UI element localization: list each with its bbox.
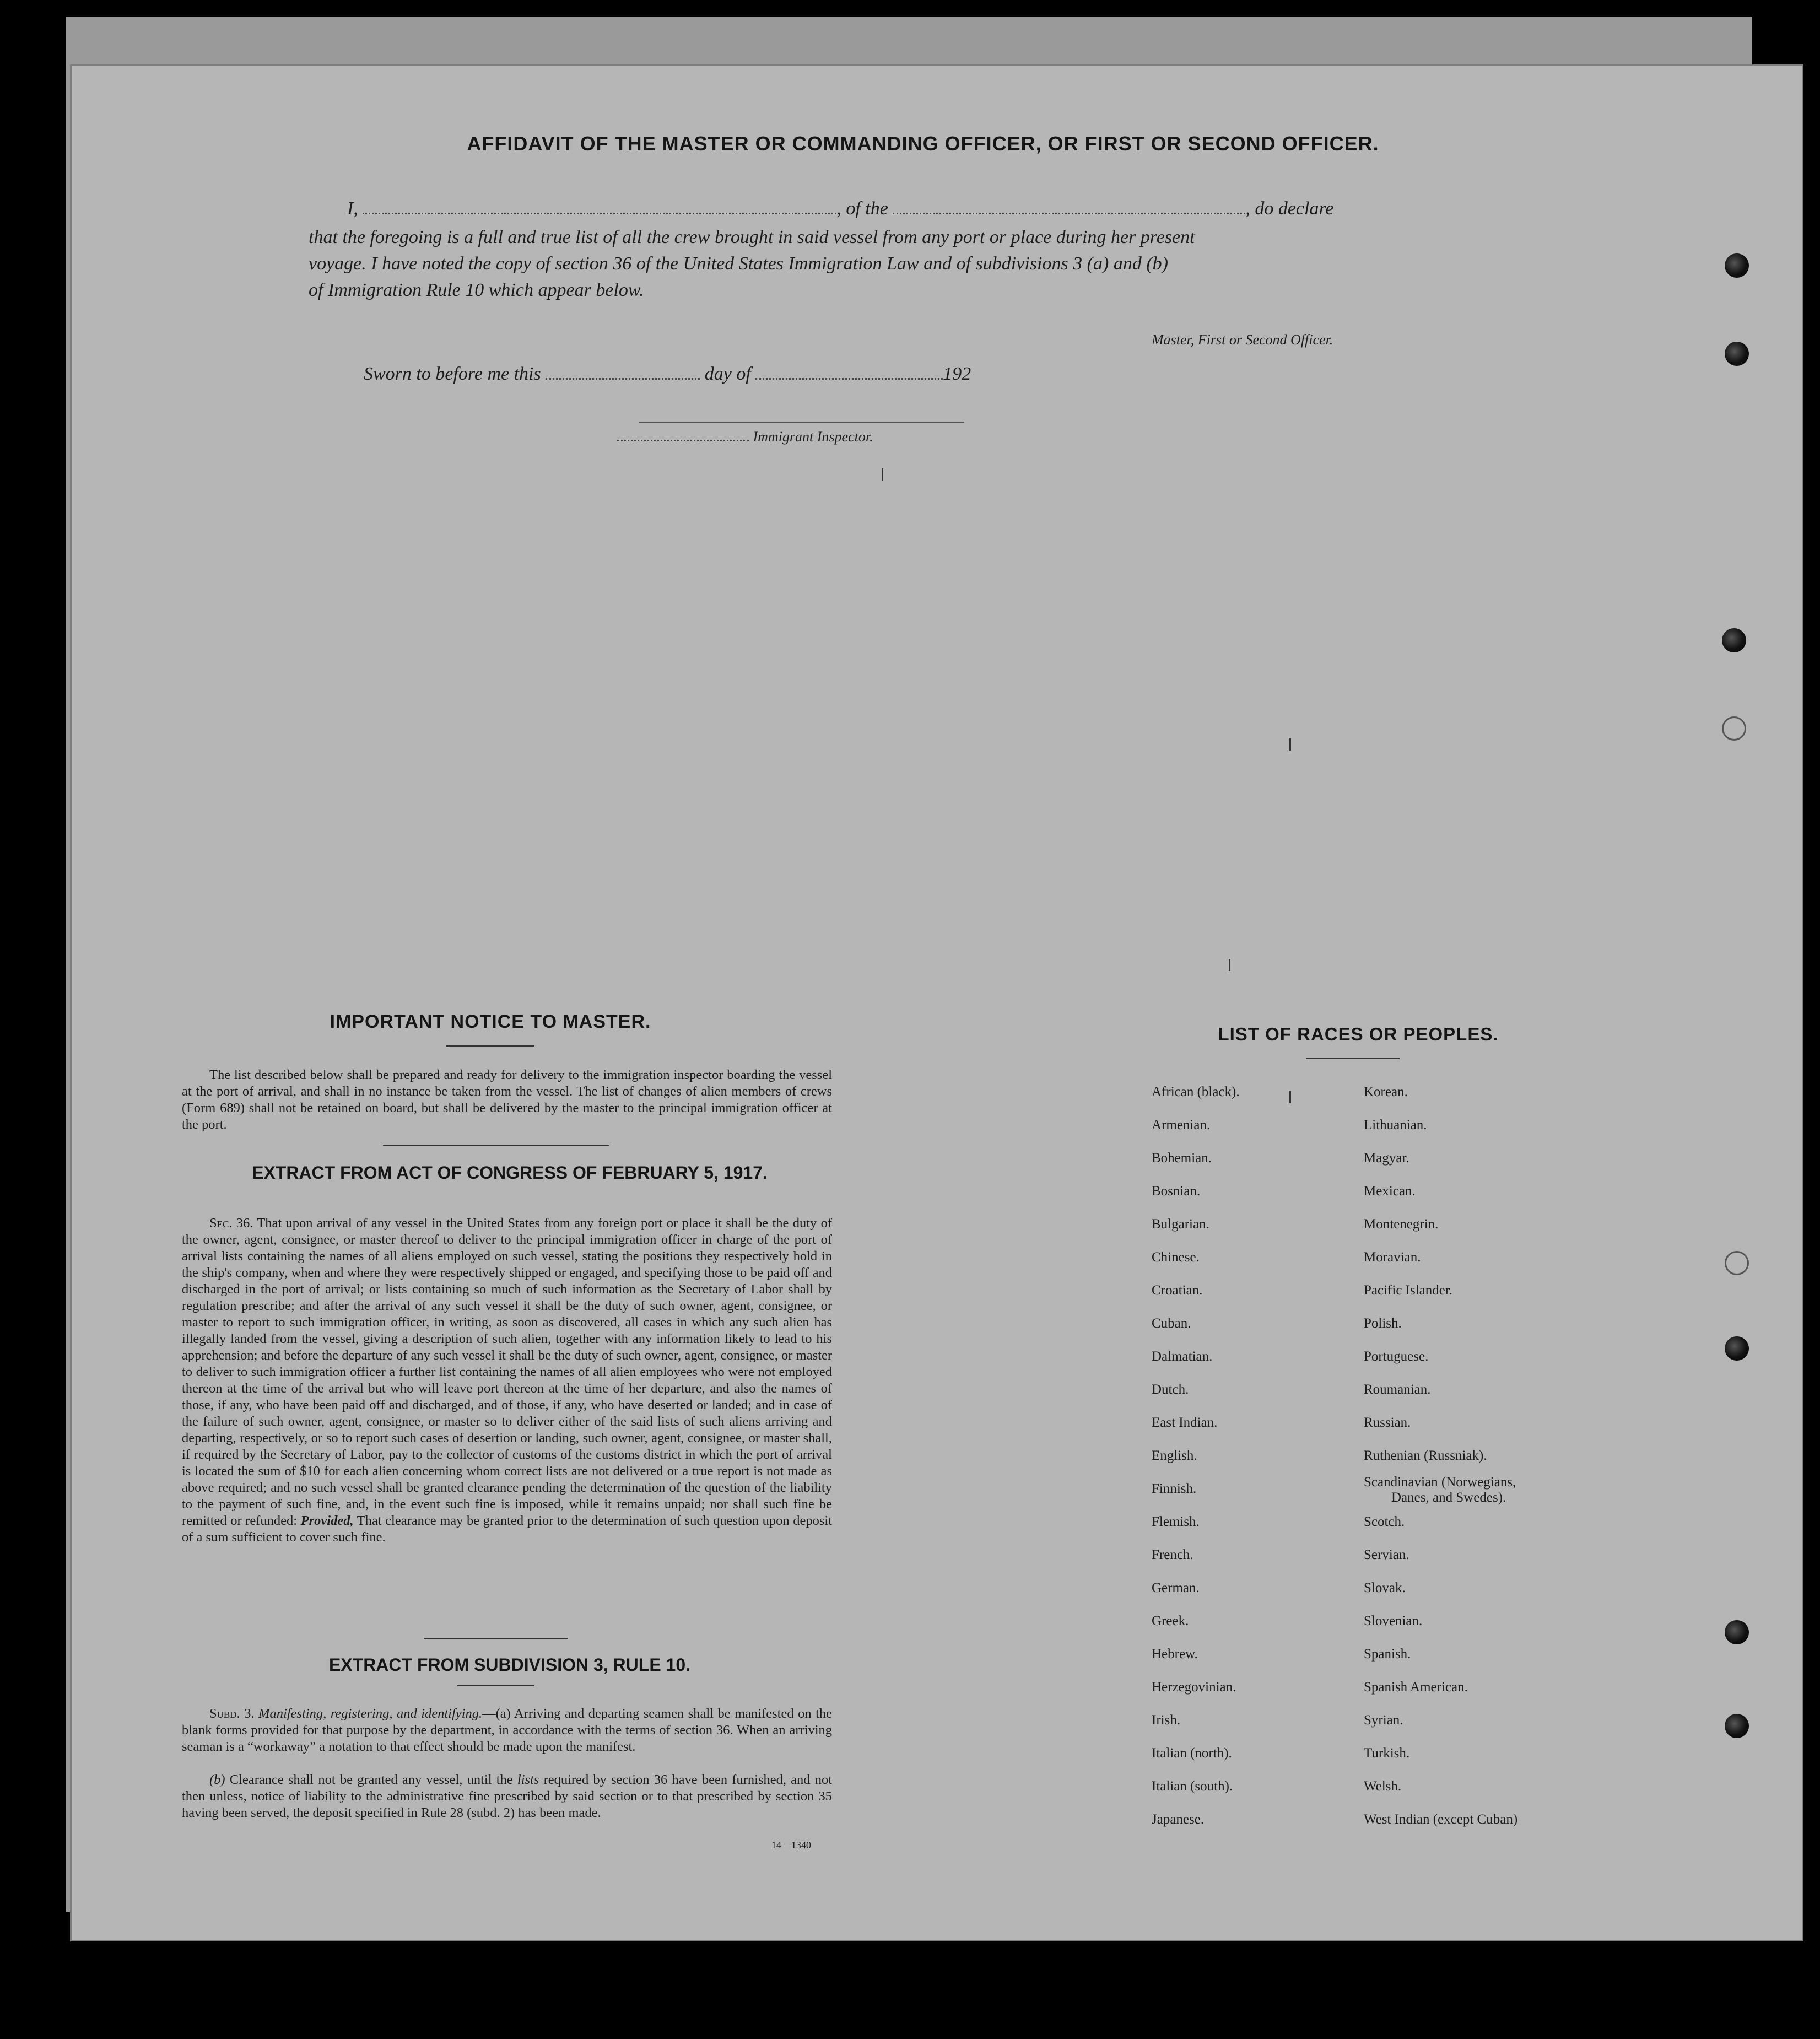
affidavit-title: AFFIDAVIT OF THE MASTER OR COMMANDING OFFICER, OR FIRST OR SECOND OFFICER. xyxy=(467,132,1379,155)
inspector-label: Immigrant Inspector. xyxy=(753,429,873,445)
rule10-b-body-2: required by section 36 have been furnished, and not then unless, notice of liability to the administrative fine prescribed by said section or to that prescribed by section 35 having been served, the deposit specified in Rule 28 (subd. 2) has been made. xyxy=(182,1772,833,1820)
race-item: Ruthenian (Russniak). xyxy=(1364,1448,1487,1463)
punch-hole xyxy=(1725,1336,1749,1361)
race-item: African (black). xyxy=(1152,1085,1240,1099)
race-item: Dalmatian. xyxy=(1152,1349,1213,1364)
affidavit-body-line2: voyage. I have noted the copy of section 36 of the United States Immigration Law and of subdivisions 3 (a) and (b) xyxy=(309,253,1168,274)
day-of-text: day of xyxy=(704,364,751,384)
month-blank[interactable] xyxy=(755,378,943,380)
inspector-signature-rule xyxy=(639,422,964,423)
race-item: Magyar. xyxy=(1364,1151,1409,1166)
race-item: Hebrew. xyxy=(1152,1647,1198,1662)
race-item: Herzegovinian. xyxy=(1152,1680,1236,1695)
stray-mark xyxy=(882,468,883,481)
race-item: Slovenian. xyxy=(1364,1614,1423,1628)
race-item: Servian. xyxy=(1364,1547,1409,1562)
rule10-b-label: (b) xyxy=(209,1772,225,1787)
rule10-title: EXTRACT FROM SUBDIVISION 3, RULE 10. xyxy=(328,1655,691,1675)
race-item: German. xyxy=(1152,1581,1200,1595)
race-item: Finnish. xyxy=(1152,1481,1197,1496)
race-item: Pacific Islander. xyxy=(1364,1283,1453,1298)
race-item: Irish. xyxy=(1152,1713,1181,1728)
rule10-title-rule xyxy=(457,1685,534,1686)
race-item: Polish. xyxy=(1364,1316,1402,1331)
race-item: Russian. xyxy=(1364,1415,1411,1430)
race-item: Lithuanian. xyxy=(1364,1118,1427,1132)
race-item: Welsh. xyxy=(1364,1779,1402,1794)
race-item: Bosnian. xyxy=(1152,1184,1201,1199)
vessel-blank[interactable] xyxy=(893,213,1245,214)
affidavit-body-line3: of Immigration Rule 10 which appear below. xyxy=(309,280,644,300)
race-item: Spanish. xyxy=(1364,1647,1411,1662)
rule10-subd-heading: Manifesting, registering, and identifying. xyxy=(258,1706,483,1721)
race-item: Croatian. xyxy=(1152,1283,1203,1298)
sworn-text: Sworn to before me this xyxy=(364,364,541,384)
races-right-column xyxy=(1364,1076,1517,1836)
act-provided-text: That clearance may be granted prior to the determination of such question upon deposit of a sum sufficient to cover such fine. xyxy=(182,1513,833,1545)
rule10-b-body-1: Clearance shall not be granted any vessel, until the xyxy=(229,1772,513,1787)
sworn-line xyxy=(364,364,971,385)
race-item-continued: Danes, and Swedes). xyxy=(1391,1490,1506,1505)
race-item: Armenian. xyxy=(1152,1118,1211,1132)
race-item: Turkish. xyxy=(1364,1746,1410,1761)
rule10-b-lists: lists xyxy=(517,1772,539,1787)
act-body: That upon arrival of any vessel in the United States from any foreign port or place it shall be the duty of the owner, agent, consignee, or master thereof to deliver to the principal immigration officer in charge of the port of arrival lists containing the names of all aliens employed on such vessel, stating the positions they respectively hold in the ship's company, when and where they were respectively shipped or engaged, and specifying those to be paid off and discharged in the port of arrival; or lists containing so much of such information as the Secretary of Labor shall by regulation prescribe; and after the arrival of any such vessel it shall be the duty of such owner, agent, consignee, or master to report to such immigration officer, in writing, as soon as discovered, all cases in which any such alien has illegally landed from the vessel, giving a description of such alien, together with any information likely to lead to his apprehension; and before the departure of any such vessel it shall be the duty of such owner, agent, consignee, or master to deliver to such immigration officer a further list containing the names of all alien employees who were not employed thereon at the time of the arrival but who will leave port thereon at the time of her departure, and also the names of those, if any, who have been paid off and discharged, and of those, if any, who have deserted or landed; and in case of the failure of such owner, agent, consignee, or master so to deliver either of the said lists of such aliens arriving and departing, respectively, or so to report such cases of desertion or landing, such owner, agent, consignee, or master shall, if required by the Secretary of Labor, pay to the collector of customs of the customs district in which the port of arrival is located the sum of $10 for each alien concerning whom correct lists are not delivered or a true report is not made as above required; and no such vessel shall be granted clearance pending the determination of the question of the liability to the payment of such fine, and, in the event such fine is imposed, while it remains unpaid; nor shall such fine be remitted or refunded: xyxy=(182,1216,833,1528)
rule10-subd-label: Subd. 3. xyxy=(209,1706,255,1721)
act-title: EXTRACT FROM ACT OF CONGRESS OF FEBRUARY 5, 1917. xyxy=(252,1163,768,1183)
race-item: Dutch. xyxy=(1152,1382,1189,1397)
race-item: Montenegrin. xyxy=(1364,1217,1439,1232)
declare-do-declare: , do declare xyxy=(1245,198,1334,219)
name-blank[interactable] xyxy=(363,213,836,214)
inspector-line xyxy=(617,429,873,445)
punch-hole xyxy=(1725,1620,1749,1644)
signature-label: Master, First or Second Officer. xyxy=(1152,332,1333,348)
day-blank[interactable] xyxy=(546,378,700,380)
race-item: Japanese. xyxy=(1152,1812,1205,1827)
race-item: Italian (north). xyxy=(1152,1746,1232,1761)
punch-hole xyxy=(1725,253,1749,278)
race-item: English. xyxy=(1152,1448,1197,1463)
race-item: Greek. xyxy=(1152,1614,1189,1628)
inspector-blank[interactable] xyxy=(617,440,749,441)
race-item: Italian (south). xyxy=(1152,1779,1233,1794)
race-item: Spanish American. xyxy=(1364,1680,1468,1695)
races-title: LIST OF RACES OR PEOPLES. xyxy=(1218,1024,1499,1044)
act-text xyxy=(182,1215,832,1546)
race-item: Roumanian. xyxy=(1364,1382,1431,1397)
notice-title-rule xyxy=(446,1045,534,1047)
stray-mark xyxy=(1289,1091,1291,1103)
act-provided-label: Provided, xyxy=(300,1513,354,1528)
race-item: East Indian. xyxy=(1152,1415,1218,1430)
race-item: Bohemian. xyxy=(1152,1151,1212,1166)
race-item: Bulgarian. xyxy=(1152,1217,1209,1232)
form-page xyxy=(72,66,1802,1940)
notice-text: The list described below shall be prepared and ready for delivery to the immigration inspector boarding the vessel at the port of arrival, and shall in no instance be taken from the vessel. The list of changes of alien members of crews (Form 689) shall not be retained on board, but shall be delivered by the master to the principal immigration officer at the port. xyxy=(182,1067,832,1132)
race-item: Mexican. xyxy=(1364,1184,1416,1199)
notice-divider xyxy=(383,1145,609,1146)
act-sec-label: Sec. 36. xyxy=(209,1216,253,1231)
form-code: 14—1340 xyxy=(771,1840,811,1851)
declare-of-the: , of the xyxy=(836,198,888,219)
race-item: French. xyxy=(1152,1547,1193,1562)
race-item: Portuguese. xyxy=(1364,1349,1429,1364)
race-item: Flemish. xyxy=(1152,1514,1200,1529)
race-item: Cuban. xyxy=(1152,1316,1191,1331)
year-prefix: 192 xyxy=(943,364,971,384)
rule10-a-text xyxy=(182,1706,832,1755)
race-item: Syrian. xyxy=(1364,1713,1403,1728)
rule10-b-text xyxy=(182,1772,832,1821)
punch-hole xyxy=(1725,1714,1749,1738)
punch-hole xyxy=(1722,716,1746,741)
race-item: Scotch. xyxy=(1364,1514,1405,1529)
race-item: Korean. xyxy=(1364,1085,1408,1099)
punch-hole xyxy=(1722,628,1746,652)
stray-mark xyxy=(1289,738,1291,751)
act-divider xyxy=(424,1638,568,1639)
races-title-rule xyxy=(1306,1058,1400,1059)
race-item: Chinese. xyxy=(1152,1250,1200,1265)
race-item: Moravian. xyxy=(1364,1250,1421,1265)
races-left-column xyxy=(1152,1076,1240,1836)
stray-mark xyxy=(1229,959,1230,971)
declare-line xyxy=(347,198,1334,219)
punch-hole xyxy=(1725,1251,1749,1275)
race-item: West Indian (except Cuban) xyxy=(1364,1812,1518,1827)
punch-hole xyxy=(1725,342,1749,366)
affidavit-body-line1: that the foregoing is a full and true list of all the crew brought in said vessel from any port or place during her present xyxy=(309,227,1195,247)
race-item: Slovak. xyxy=(1364,1581,1406,1595)
declare-i: I, xyxy=(347,198,358,219)
race-item: Scandinavian (Norwegians, Danes, and Swedes). xyxy=(1364,1472,1517,1506)
rule10-a-body: —(a) Arriving and departing seamen shall be manifested on the blank forms provided for that purpose by the department, in accordance with the terms of section 36. When an arriving seaman is a “workaway” a notation to that effect should be made upon the manifest. xyxy=(182,1706,832,1754)
notice-title: IMPORTANT NOTICE TO MASTER. xyxy=(330,1011,651,1032)
